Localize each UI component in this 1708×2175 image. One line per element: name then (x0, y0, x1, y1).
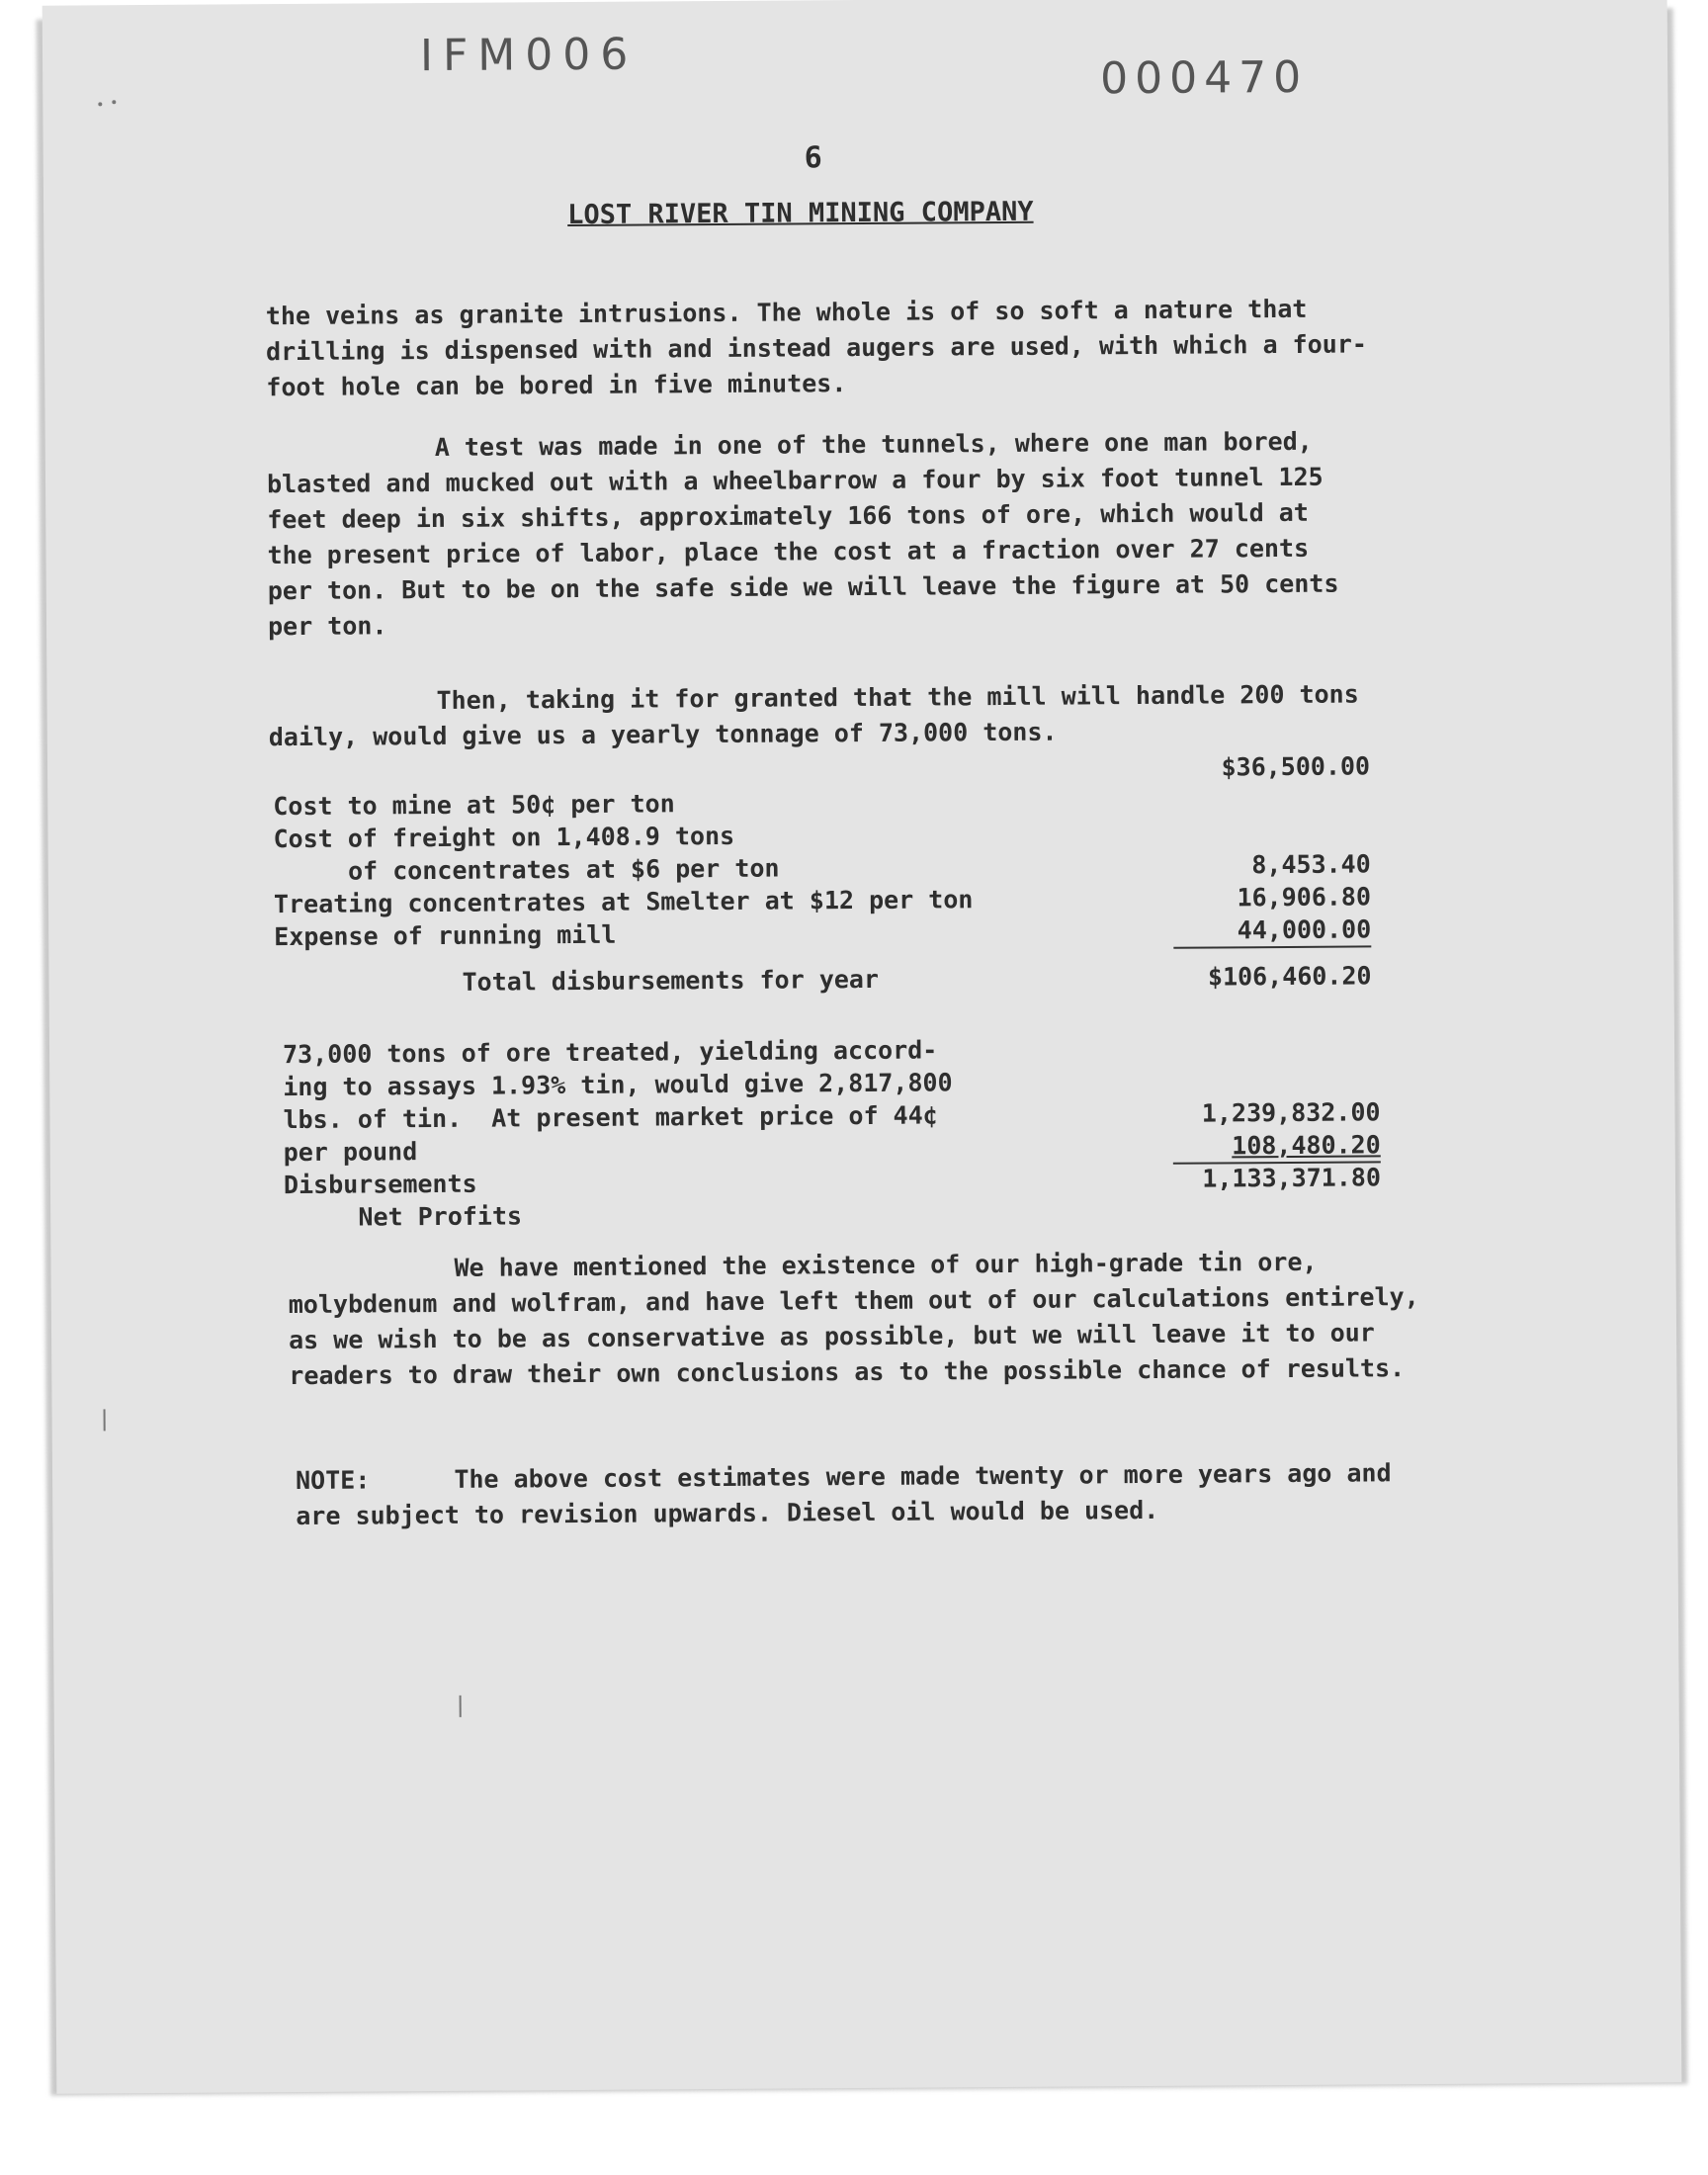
total-label: Total disbursements for year (462, 964, 880, 997)
cost-table (273, 751, 1372, 1001)
text-line: A test was made in one of the tunnels, where one man bored, (434, 426, 1313, 463)
profit-label: 73,000 tons of ore treated, yielding accord- (282, 1035, 938, 1070)
note-label: NOTE: (295, 1465, 371, 1496)
text-line: Then, taking it for granted that the mill will handle 200 tons (436, 679, 1359, 715)
text-line: blasted and mucked out with a wheelbarrow a four by six foot tunnel 125 (266, 462, 1324, 499)
paragraph-conclusion (288, 1243, 1603, 1394)
archive-stamp-left: IFM006 (419, 29, 639, 82)
paragraph-tonnage (268, 676, 1474, 756)
cost-amount: 16,906.80 (1237, 882, 1372, 913)
profit-table (283, 1032, 1381, 1236)
document-title: LOST RIVER TIN MINING COMPANY (567, 196, 1034, 231)
text-line: the present price of labor, place the cost at a fraction over 27 cents (267, 533, 1310, 570)
text-line: per ton. But to be on the safe side we will leave the figure at 50 cents (267, 568, 1339, 606)
paragraph-geology (266, 291, 1473, 406)
text-line: the veins as granite intrusions. The whole is of so soft a nature that (265, 294, 1308, 331)
scan-speck (112, 100, 116, 104)
profit-label: ing to assays 1.93% tin, would give 2,817,800 (283, 1068, 953, 1102)
cost-label: Treating concentrates at Smelter at $12 per ton (273, 885, 974, 919)
profit-amount: 108,480.20 (1232, 1130, 1381, 1161)
profit-label: per pound (283, 1137, 418, 1168)
text-line: daily, would give us a yearly tonnage of 73,000 tons. (268, 717, 1058, 752)
note-line: are subject to revision upwards. Diesel oil would be used. (296, 1495, 1159, 1531)
cost-row (274, 914, 1371, 955)
total-rule (1173, 945, 1371, 948)
cost-amount: $36,500.00 (1221, 751, 1371, 782)
text-line: drilling is dispensed with and instead augers are used, with which a four- (265, 329, 1367, 367)
text-line: per ton. (267, 611, 387, 642)
page-number: 6 (804, 140, 822, 176)
scan-mark (104, 1409, 106, 1431)
note (296, 1454, 1580, 1534)
cost-amount: 44,000.00 (1237, 914, 1372, 945)
text-line: We have mentioned the existence of our high-grade tin ore, (454, 1247, 1318, 1282)
profit-label: Net Profits (284, 1201, 523, 1233)
text-line: molybdenum and wolfram, and have left them out of our calculations entirely, (288, 1282, 1419, 1320)
total-amount: $106,460.20 (1207, 961, 1372, 992)
profit-label: Disbursements (283, 1169, 477, 1200)
cost-amount: 8,453.40 (1251, 849, 1371, 880)
text-line: foot hole can be bored in five minutes. (266, 369, 847, 402)
total-row (274, 961, 1371, 1001)
profit-row (284, 1195, 1381, 1236)
profit-label: lbs. of tin. At present market price of 44¢ (283, 1100, 938, 1135)
text-line: as we wish to be as conservative as possible, but we will leave it to our (288, 1318, 1375, 1355)
cost-label: Cost of freight on 1,408.9 tons (273, 821, 735, 854)
profit-amount: 1,133,371.80 (1202, 1163, 1382, 1193)
document-page (43, 0, 1682, 2094)
archive-stamp-right: 000470 (1100, 51, 1309, 105)
paragraph-test-tunnel (267, 423, 1474, 646)
scan-speck (98, 102, 102, 106)
cost-label: Expense of running mill (274, 919, 617, 952)
note-text: The above cost estimates were made twenty or more years ago and (454, 1458, 1392, 1494)
text-line: readers to draw their own conclusions as to the possible chance of results. (289, 1353, 1406, 1391)
cost-label: Cost to mine at 50¢ per ton (273, 789, 675, 822)
text-line: feet deep in six shifts, approximately 166 tons of ore, which would at (267, 497, 1309, 535)
cost-label: of concentrates at $6 per ton (273, 853, 780, 887)
profit-amount: 1,239,832.00 (1201, 1097, 1381, 1128)
scan-mark (460, 1696, 462, 1717)
